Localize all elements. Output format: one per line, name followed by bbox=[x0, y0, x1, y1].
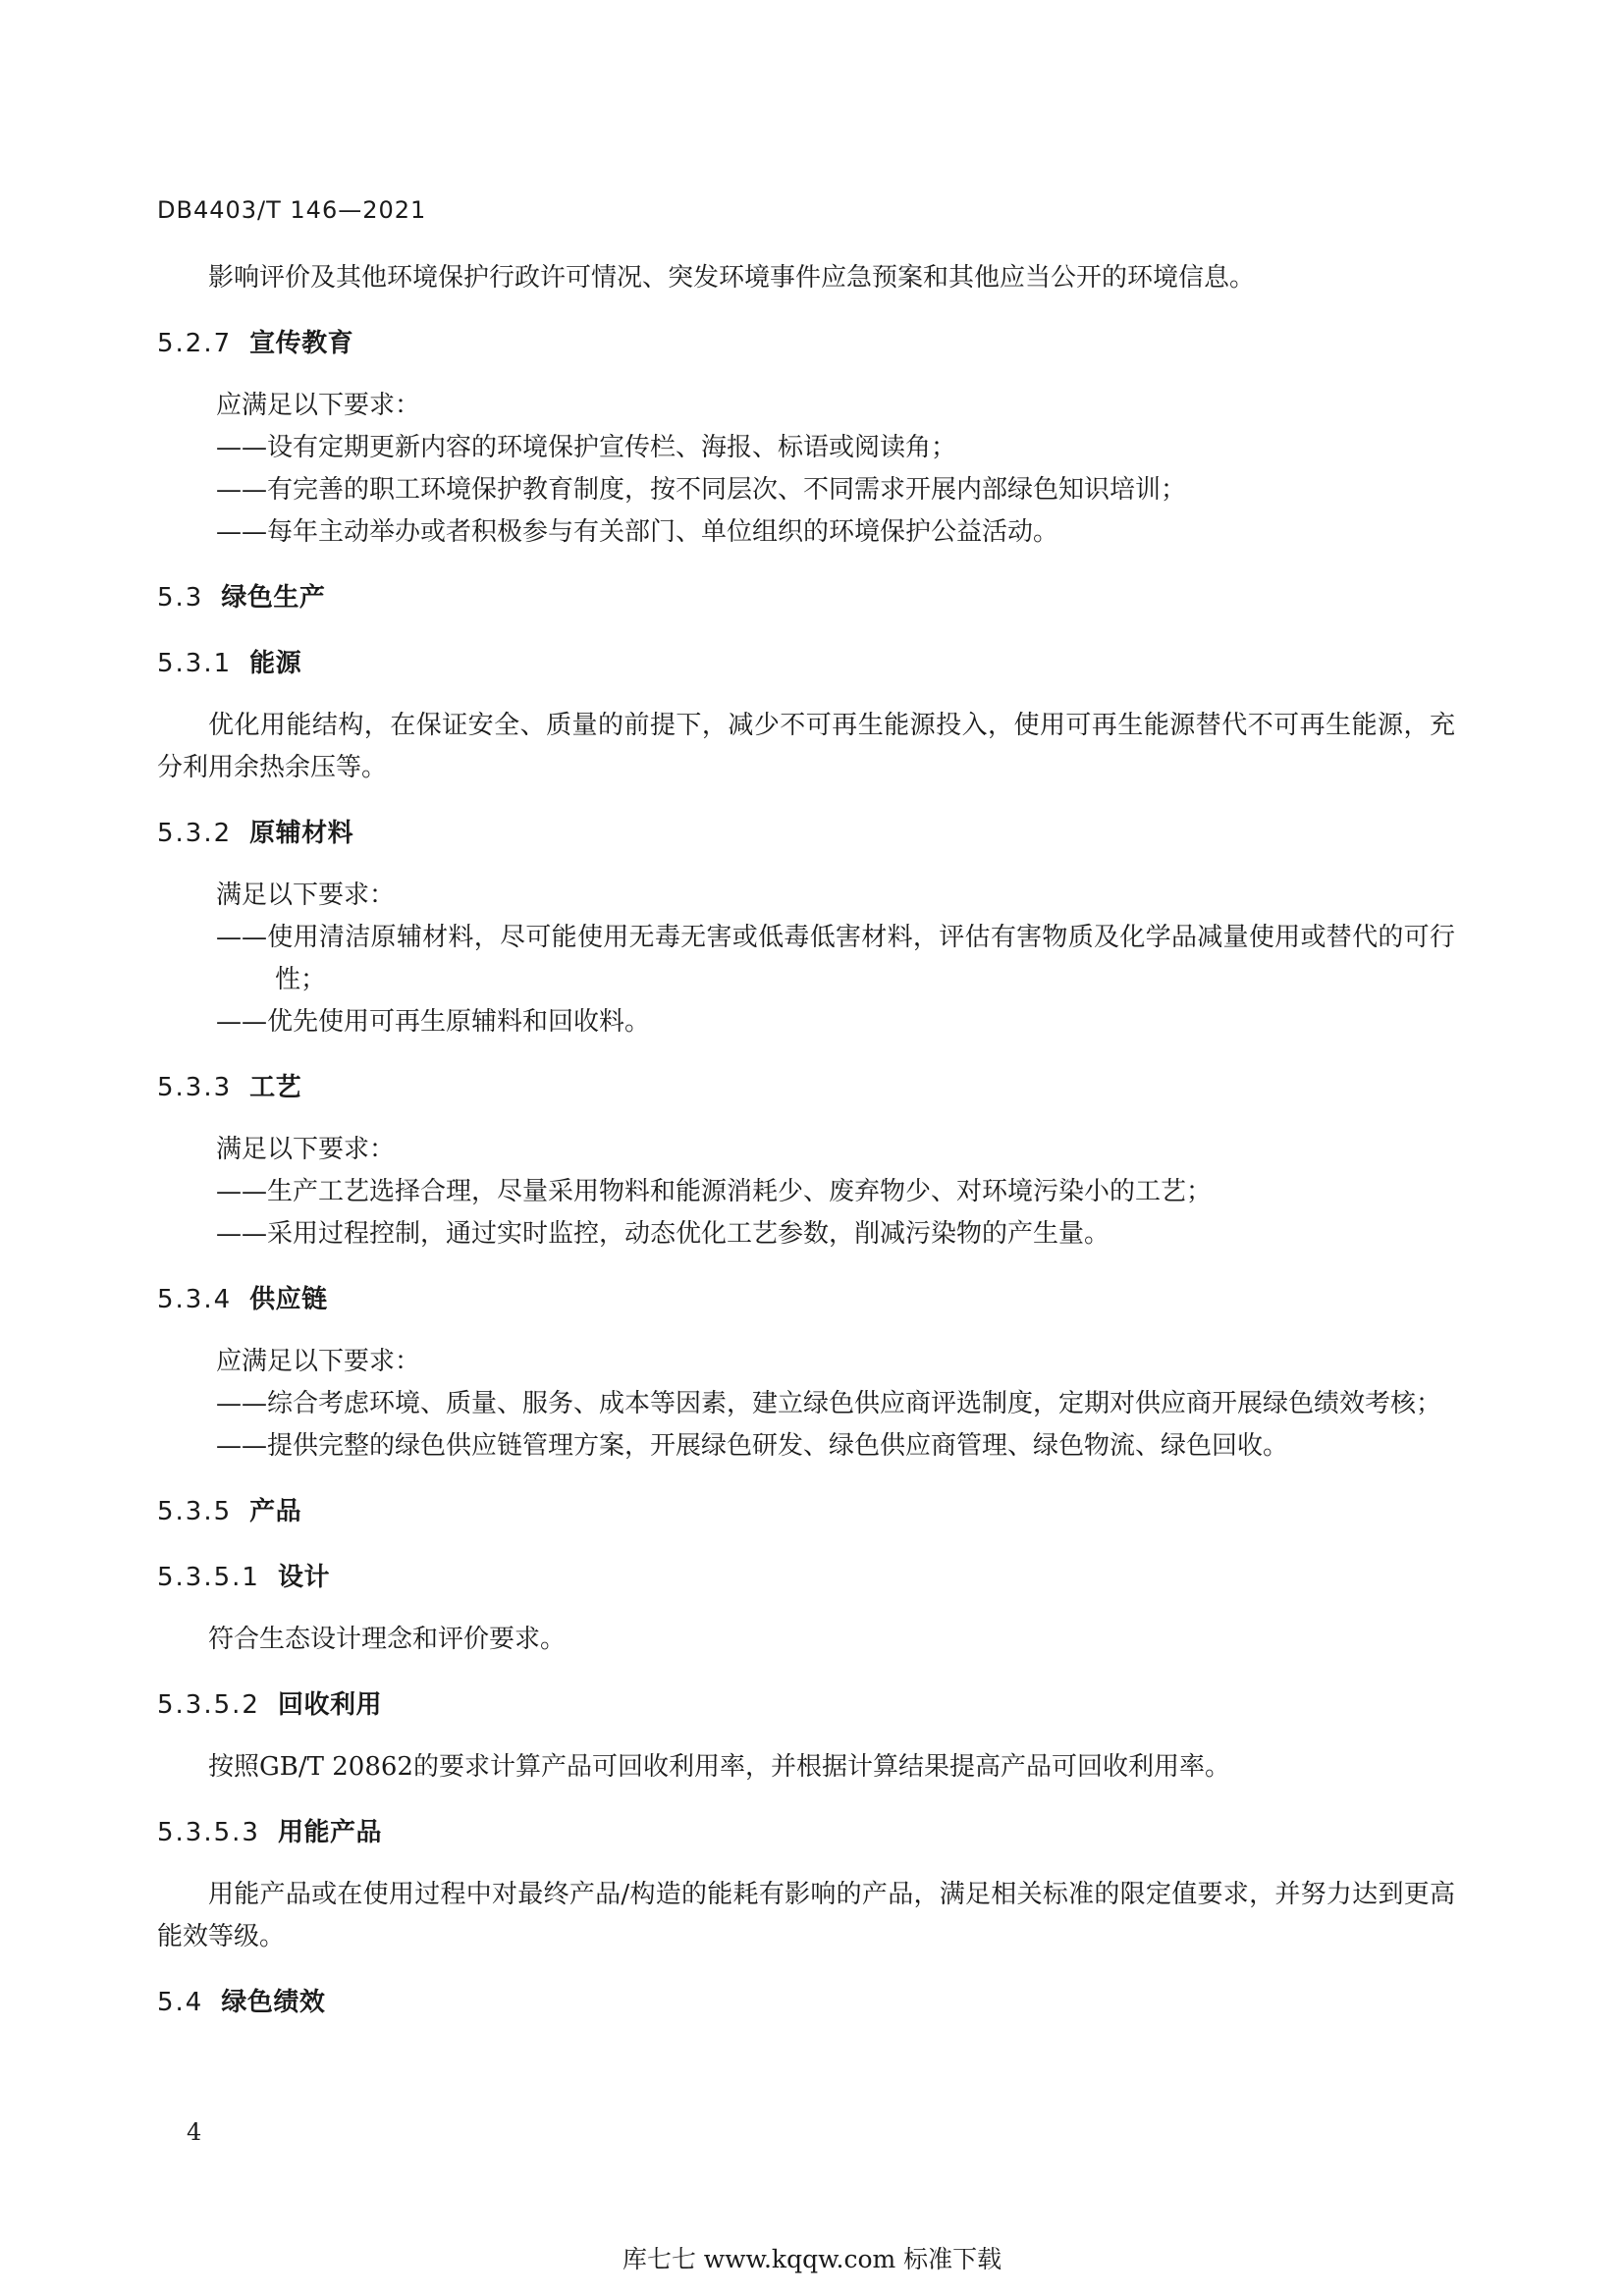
section-number: 5.2.7 bbox=[157, 329, 233, 358]
section-number: 5.3.5.1 bbox=[157, 1563, 260, 1592]
paragraph-recycling: 按照GB/T 20862的要求计算产品可回收利用率，并根据计算结果提高产品可回收利用率。 bbox=[208, 1752, 1230, 1782]
section-heading-5-3-5-3 bbox=[157, 1812, 1455, 1854]
section-title: 供应链 bbox=[249, 1285, 328, 1314]
paragraph-energy: 优化用能结构，在保证安全、质量的前提下，减少不可再生能源投入，使用可再生能源替代不可再生能源，充分利用余热余压等。 bbox=[157, 711, 1455, 782]
section-number: 5.3.1 bbox=[157, 649, 233, 678]
section-heading-5-3-1 bbox=[157, 643, 1455, 685]
requirements-lead: 应满足以下要求： bbox=[216, 391, 421, 420]
paragraph-energy-products: 用能产品或在使用过程中对最终产品/构造的能耗有影响的产品，满足相关标准的限定值要求，并努力达到更高能效等级。 bbox=[157, 1880, 1455, 1951]
section-heading-5-3-5-2 bbox=[157, 1684, 1455, 1727]
section-title: 用能产品 bbox=[277, 1818, 382, 1847]
section-title: 工艺 bbox=[249, 1073, 302, 1102]
section-title: 绿色绩效 bbox=[221, 1988, 326, 2017]
list-item: ——综合考虑环境、质量、服务、成本等因素，建立绿色供应商评选制度，定期对供应商开展绿色绩效考核； bbox=[216, 1389, 1442, 1418]
section-heading-5-3-4 bbox=[157, 1279, 1455, 1321]
section-title: 绿色生产 bbox=[221, 583, 326, 613]
section-heading-5-2-7 bbox=[157, 323, 1455, 365]
section-title: 宣传教育 bbox=[249, 329, 354, 358]
section-title: 能源 bbox=[249, 649, 302, 678]
section-title: 回收利用 bbox=[277, 1690, 382, 1720]
list-item: ——使用清洁原辅材料，尽可能使用无毒无害或低毒低害材料，评估有害物质及化学品减量使用或替代的可行性； bbox=[216, 923, 1455, 994]
paragraph-continued: 影响评价及其他环境保护行政许可情况、突发环境事件应急预案和其他应当公开的环境信息。 bbox=[208, 263, 1256, 293]
page-number: 4 bbox=[187, 2118, 202, 2146]
section-heading-5-3-5 bbox=[157, 1491, 1455, 1533]
section-heading-5-3-2 bbox=[157, 813, 1455, 855]
list-item: ——提供完整的绿色供应链管理方案，开展绿色研发、绿色供应商管理、绿色物流、绿色回收。 bbox=[216, 1431, 1289, 1461]
section-number: 5.3.3 bbox=[157, 1073, 233, 1102]
section-heading-5-3 bbox=[157, 577, 1455, 619]
list-item: ——优先使用可再生原辅料和回收料。 bbox=[216, 1007, 651, 1037]
section-title: 产品 bbox=[249, 1497, 302, 1526]
section-number: 5.3.5 bbox=[157, 1497, 233, 1526]
page-body bbox=[157, 257, 1455, 2024]
paragraph-design: 符合生态设计理念和评价要求。 bbox=[208, 1625, 567, 1654]
section-number: 5.3.2 bbox=[157, 819, 233, 848]
section-heading-5-3-5-1 bbox=[157, 1557, 1455, 1599]
section-number: 5.3.5.3 bbox=[157, 1818, 260, 1847]
footer-watermark: 库七七 www.kqqw.com 标准下载 bbox=[622, 2245, 1002, 2273]
section-heading-5-4 bbox=[157, 1982, 1455, 2024]
section-title: 原辅材料 bbox=[249, 819, 354, 848]
list-item: ——每年主动举办或者积极参与有关部门、单位组织的环境保护公益活动。 bbox=[216, 517, 1059, 547]
list-item: ——采用过程控制，通过实时监控，动态优化工艺参数，削减污染物的产生量。 bbox=[216, 1219, 1110, 1249]
requirements-lead: 满足以下要求： bbox=[216, 1135, 396, 1164]
section-number: 5.4 bbox=[157, 1988, 204, 2017]
list-item: ——设有定期更新内容的环境保护宣传栏、海报、标语或阅读角； bbox=[216, 433, 957, 462]
section-number: 5.3 bbox=[157, 583, 204, 613]
requirements-lead: 满足以下要求： bbox=[216, 881, 396, 910]
section-number: 5.3.5.2 bbox=[157, 1690, 260, 1720]
requirements-lead: 应满足以下要求： bbox=[216, 1347, 421, 1376]
list-item: ——有完善的职工环境保护教育制度，按不同层次、不同需求开展内部绿色知识培训； bbox=[216, 475, 1187, 505]
section-title: 设计 bbox=[277, 1563, 330, 1592]
section-heading-5-3-3 bbox=[157, 1067, 1455, 1109]
section-number: 5.3.4 bbox=[157, 1285, 233, 1314]
document-code: DB4403/T 146—2021 bbox=[157, 196, 427, 224]
list-item: ——生产工艺选择合理，尽量采用物料和能源消耗少、废弃物少、对环境污染小的工艺； bbox=[216, 1177, 1213, 1206]
